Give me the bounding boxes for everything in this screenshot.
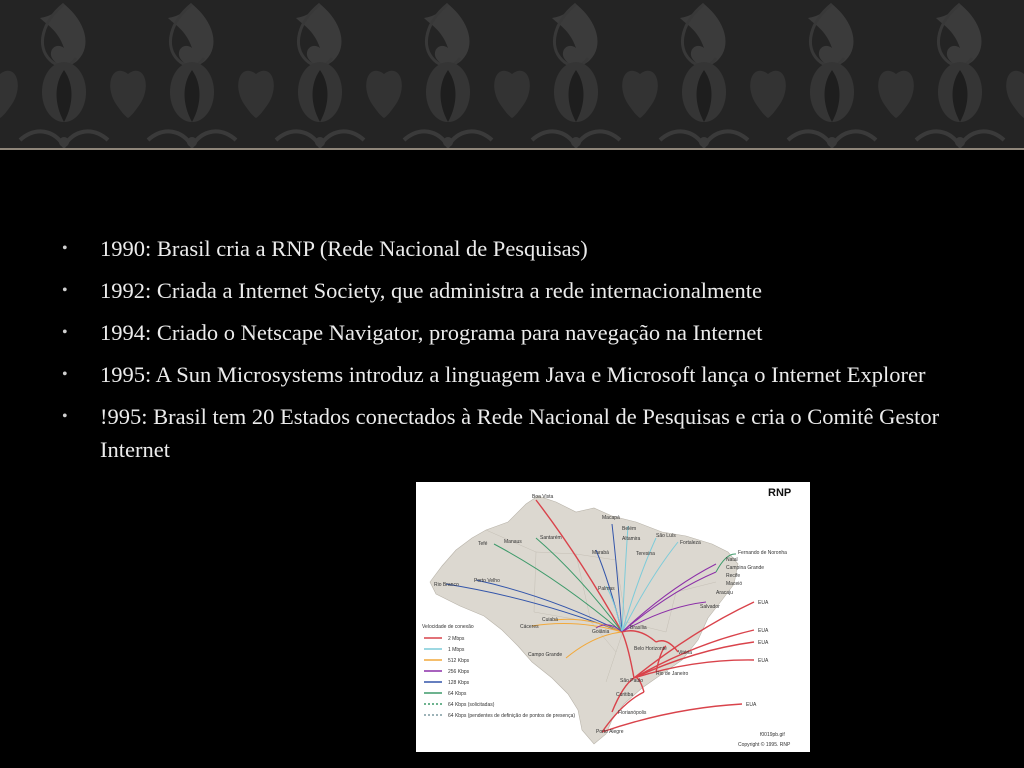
city-label: Salvador: [700, 604, 720, 610]
copyright: Copyright © 1995. RNP: [738, 742, 791, 748]
city-label: Florianópolis: [618, 710, 647, 716]
legend-label: 64 Kbps (solicitadas): [448, 702, 495, 708]
bullet-text: 1994: Criado o Netscape Navigator, programa para navegação na Internet: [100, 320, 763, 345]
city-label: Maceió: [726, 581, 743, 587]
city-label: Rio de Janeiro: [656, 671, 689, 677]
bullet-text: !995: Brasil tem 20 Estados conectados à Rede Nacional de Pesquisas e cria o Comitê Gestor Internet: [100, 404, 940, 462]
city-label: Santarém: [540, 535, 562, 541]
city-label: Altamira: [622, 536, 641, 542]
eua-label: EUA: [746, 702, 757, 708]
city-label: Teresina: [636, 551, 655, 557]
bullet-item: [62, 232, 972, 265]
bullet-icon: •: [62, 408, 68, 425]
city-label: Brasília: [630, 625, 647, 631]
legend-title: Velocidade de conexão: [422, 624, 474, 630]
legend-label: 512 Kbps: [448, 658, 470, 664]
eua-label: EUA: [758, 628, 769, 634]
city-label: Rio Branco: [434, 582, 459, 588]
network-link: [602, 704, 742, 732]
city-label: Palmas: [598, 586, 615, 592]
bullet-icon: •: [62, 366, 68, 383]
map-title: RNP: [768, 487, 792, 499]
rnp-network-map: [416, 482, 810, 752]
city-label: Vitória: [678, 650, 693, 656]
city-label: Natal: [726, 557, 738, 563]
city-label: Cáceres: [520, 624, 539, 630]
bullet-icon: •: [62, 240, 68, 257]
city-label: Manaus: [504, 539, 522, 545]
city-label: Marabá: [592, 550, 609, 556]
damask-banner: [0, 0, 1024, 148]
city-label: Fortaleza: [680, 540, 701, 546]
bullet-icon: •: [62, 282, 68, 299]
legend-label: 64 Kbps (pendentes de definição de pontos de presença): [448, 713, 576, 719]
damask-pattern: [0, 0, 1024, 148]
city-label: Porto Velho: [474, 578, 500, 584]
bullet-text: 1992: Criada a Internet Society, que administra a rede internacionalmente: [100, 278, 763, 303]
bullet-text: 1990: Brasil cria a RNP (Rede Nacional de Pesquisas): [100, 236, 588, 261]
legend-label: 256 Kbps: [448, 669, 470, 675]
eua-label: EUA: [758, 600, 769, 606]
city-label: São Luís: [656, 533, 676, 539]
city-label: Fernando de Noronha: [738, 550, 787, 556]
legend-label: 128 Kbps: [448, 680, 470, 686]
city-label: Aracaju: [716, 590, 733, 596]
city-label: Boa Vista: [532, 494, 554, 500]
city-label: Belém: [622, 526, 637, 532]
map-svg: [416, 482, 810, 752]
bullet-list: [62, 232, 972, 475]
eua-label: EUA: [758, 658, 769, 664]
city-label: Cuiabá: [542, 617, 558, 623]
city-label: Campo Grande: [528, 652, 563, 658]
city-label: Macapá: [602, 515, 620, 521]
legend-label: 1 Mbps: [448, 647, 465, 653]
legend-label: 2 Mbps: [448, 636, 465, 642]
city-label: Belo Horizonte: [634, 646, 667, 652]
file-name: f0019pb.gif: [760, 732, 785, 738]
city-label: Porto Alegre: [596, 729, 624, 735]
eua-label: EUA: [758, 640, 769, 646]
city-label: Tefé: [478, 541, 488, 547]
city-label: Goiânia: [592, 629, 610, 635]
bullet-item: [62, 358, 972, 391]
bullet-item: [62, 316, 972, 349]
city-label: Campina Grande: [726, 565, 765, 571]
banner-divider: [0, 148, 1024, 150]
bullet-item: [62, 274, 972, 307]
city-label: São Paulo: [620, 678, 644, 684]
bullet-item: [62, 400, 972, 466]
bullet-text: 1995: A Sun Microsystems introduz a linguagem Java e Microsoft lança o Internet Explorer: [100, 362, 926, 387]
bullet-icon: •: [62, 324, 68, 341]
city-label: Recife: [726, 573, 741, 579]
city-label: Curitiba: [616, 692, 634, 698]
legend-label: 64 Kbps: [448, 691, 467, 697]
